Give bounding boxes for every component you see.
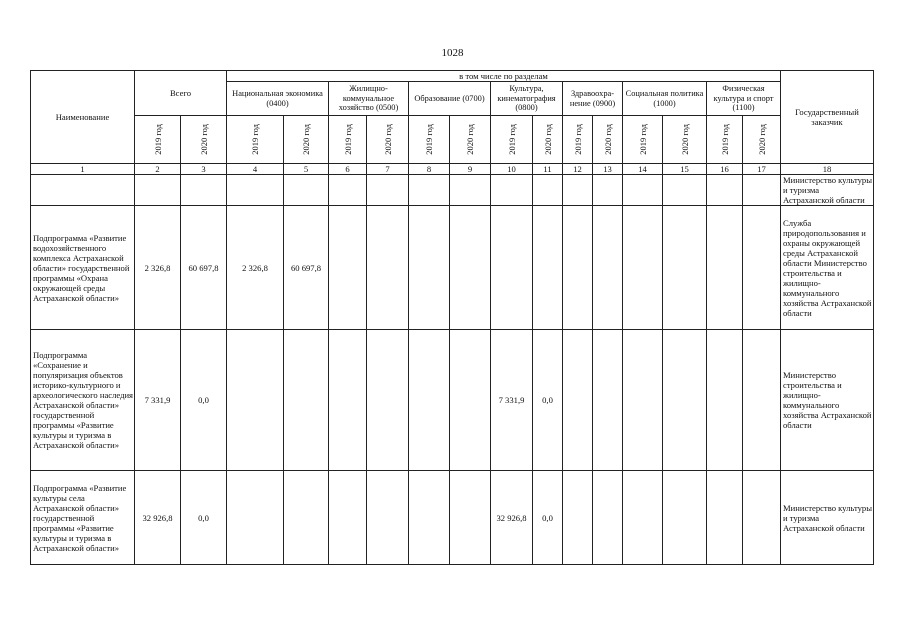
row-customer: Министерство культуры и туризма Астраханской области (781, 175, 874, 206)
column-number: 16 (707, 164, 743, 175)
header-sections-title: в том числе по разделам (227, 71, 781, 82)
row-customer: Министерство строительства и жилищно-коммунального хозяйства Астраханской области (781, 330, 874, 471)
column-number: 12 (563, 164, 593, 175)
column-number: 4 (227, 164, 284, 175)
row-name: Подпрограмма «Сохранение и популяризация объектов историко-культурного и археологического наследия Астраханской области» государственной программы «Развитие культуры и туризма в Астраханской области» (31, 330, 135, 471)
culture-2019: 32 926,8 (491, 471, 533, 565)
total-2019: 2 326,8 (135, 206, 181, 330)
header-section-sport: Физическая культура и спорт (1100) (707, 82, 781, 116)
column-number-row (31, 164, 874, 175)
culture-2020: 0,0 (533, 330, 563, 471)
column-number: 6 (329, 164, 367, 175)
economy-2020: 60 697,8 (284, 206, 329, 330)
year-label: 2020 год (542, 124, 553, 155)
culture-2020 (533, 206, 563, 330)
year-label: 2019 год (719, 124, 730, 155)
culture-2020 (533, 175, 563, 206)
table-row (31, 330, 874, 471)
column-number: 11 (533, 164, 563, 175)
total-2020: 0,0 (181, 330, 227, 471)
table-row (31, 175, 874, 206)
column-number: 14 (623, 164, 663, 175)
header-customer: Государственный заказчик (781, 71, 874, 164)
header-section-economy: Национальная экономика (0400) (227, 82, 329, 116)
year-label: 2019 год (506, 124, 517, 155)
year-label: 2020 год (756, 124, 767, 155)
economy-2019: 2 326,8 (227, 206, 284, 330)
economy-2020 (284, 175, 329, 206)
column-number: 3 (181, 164, 227, 175)
year-label: 2019 год (250, 124, 260, 155)
year-label: 2019 год (152, 124, 163, 155)
column-number: 8 (409, 164, 450, 175)
column-number: 18 (781, 164, 874, 175)
economy-2019 (227, 175, 284, 206)
year-label: 2020 год (679, 124, 690, 155)
column-number: 17 (743, 164, 781, 175)
year-label: 2019 год (637, 124, 648, 155)
table-row (31, 206, 874, 330)
economy-2019 (227, 330, 284, 471)
page-number: 1028 (441, 47, 464, 59)
column-number: 5 (284, 164, 329, 175)
culture-2019 (491, 206, 533, 330)
column-number: 10 (491, 164, 533, 175)
total-2020: 0,0 (181, 471, 227, 565)
total-2019 (135, 175, 181, 206)
header-section-health: Здравоохра-нение (0900) (563, 82, 623, 116)
row-name (31, 175, 135, 206)
total-2019: 32 926,8 (135, 471, 181, 565)
row-customer: Служба природопользования и охраны окружающей среды Астраханской области Министерство строительства и жилищно-коммунального хозяйства Астраханской области (781, 206, 874, 330)
column-number: 15 (663, 164, 707, 175)
column-number: 1 (31, 164, 135, 175)
year-label: 2020 год (301, 124, 311, 155)
economy-2020 (284, 330, 329, 471)
header-section-housing: Жилищно-коммунальное хозяйство (0500) (329, 82, 409, 116)
year-label: 2019 год (572, 124, 583, 155)
row-name: Подпрограмма «Развитие культуры села Астраханской области» государственной программы «Развитие культуры и туризма в Астраханской области» (31, 471, 135, 565)
header-total: Всего (135, 71, 227, 116)
year-label: 2019 год (342, 124, 353, 155)
header-section-social: Социальная политика (1000) (623, 82, 707, 116)
budget-table (30, 70, 874, 565)
year-label: 2019 год (424, 124, 434, 155)
year-label: 2020 год (198, 124, 209, 155)
economy-2019 (227, 471, 284, 565)
header-section-education: Образование (0700) (409, 82, 491, 116)
culture-2019: 7 331,9 (491, 330, 533, 471)
year-header-row (31, 116, 874, 164)
header-section-culture: Культура, кинематография (0800) (491, 82, 563, 116)
row-customer: Министерство культуры и туризма Астраханской области (781, 471, 874, 565)
column-number: 2 (135, 164, 181, 175)
total-2020: 60 697,8 (181, 206, 227, 330)
culture-2019 (491, 175, 533, 206)
economy-2020 (284, 471, 329, 565)
column-number: 9 (450, 164, 491, 175)
table-row (31, 471, 874, 565)
year-label: 2020 год (602, 124, 613, 155)
row-name: Подпрограмма «Развитие водохозяйственного комплекса Астраханской области» государственной программы «Охрана окружающей среды Астраханской области» (31, 206, 135, 330)
total-2020 (181, 175, 227, 206)
header-name: Наименование (31, 71, 135, 164)
culture-2020: 0,0 (533, 471, 563, 565)
year-label: 2020 год (382, 124, 393, 155)
year-label: 2020 год (465, 124, 475, 155)
column-number: 13 (593, 164, 623, 175)
total-2019: 7 331,9 (135, 330, 181, 471)
column-number: 7 (367, 164, 409, 175)
